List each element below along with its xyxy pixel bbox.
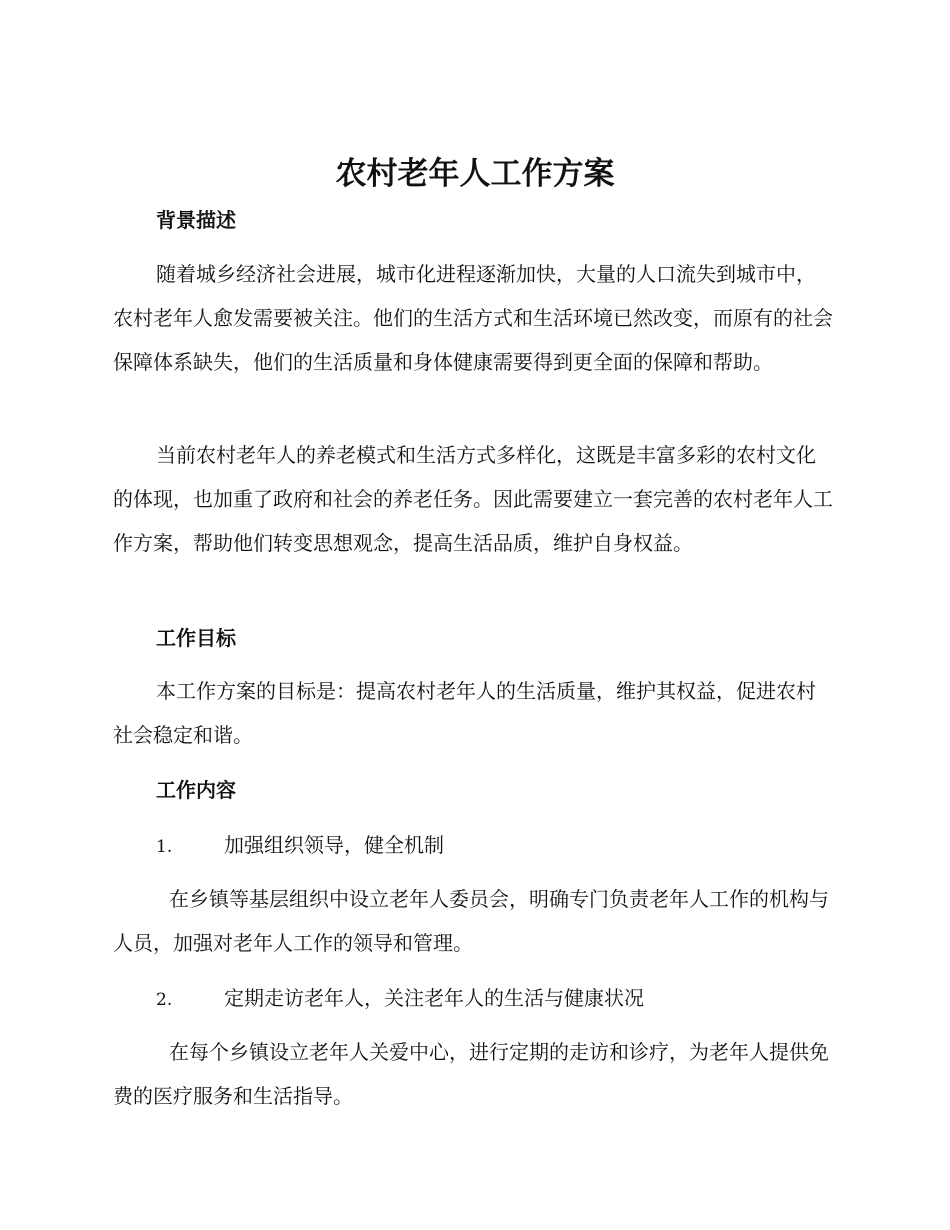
section-heading-background: 背景描述	[156, 208, 236, 232]
section-heading-goal: 工作目标	[156, 626, 236, 650]
background-paragraph-1: 随着城乡经济社会进展，城市化进程逐渐加快，大量的人口流失到城市中，农村老年人愈发需要被关注。他们的生活方式和生活环境已然改变，而原有的社会保障体系缺失，他们的生活质量和身体健康需要得到更全面的保障和帮助。	[113, 262, 833, 374]
content-list-item-2	[156, 983, 644, 1015]
content-item-1-body: 在乡镇等基层组织中设立老年人委员会，明确专门负责老年人工作的机构与人员，加强对老年人工作的领导和管理。	[113, 887, 829, 955]
background-paragraph-2: 当前农村老年人的养老模式和生活方式多样化，这既是丰富多彩的农村文化的体现，也加重了政府和社会的养老任务。因此需要建立一套完善的农村老年人工作方案，帮助他们转变思想观念，提高生活品质，维护自身权益。	[113, 443, 833, 555]
content-item-2-body: 在每个乡镇设立老年人关爱中心，进行定期的走访和诊疗，为老年人提供免费的医疗服务和生活指导。	[113, 1040, 829, 1108]
document-title: 农村老年人工作方案	[335, 156, 615, 192]
list-item-number: 2.	[156, 990, 173, 1010]
list-item-number: 1.	[156, 837, 173, 857]
list-item-title: 加强组织领导，健全机制	[224, 833, 444, 857]
content-list-item-1	[156, 830, 444, 862]
goal-paragraph: 本工作方案的目标是：提高农村老年人的生活质量，维护其权益，促进农村社会稳定和谐。	[113, 679, 816, 747]
section-heading-content: 工作内容	[156, 778, 236, 802]
list-item-title: 定期走访老年人，关注老年人的生活与健康状况	[224, 986, 644, 1010]
